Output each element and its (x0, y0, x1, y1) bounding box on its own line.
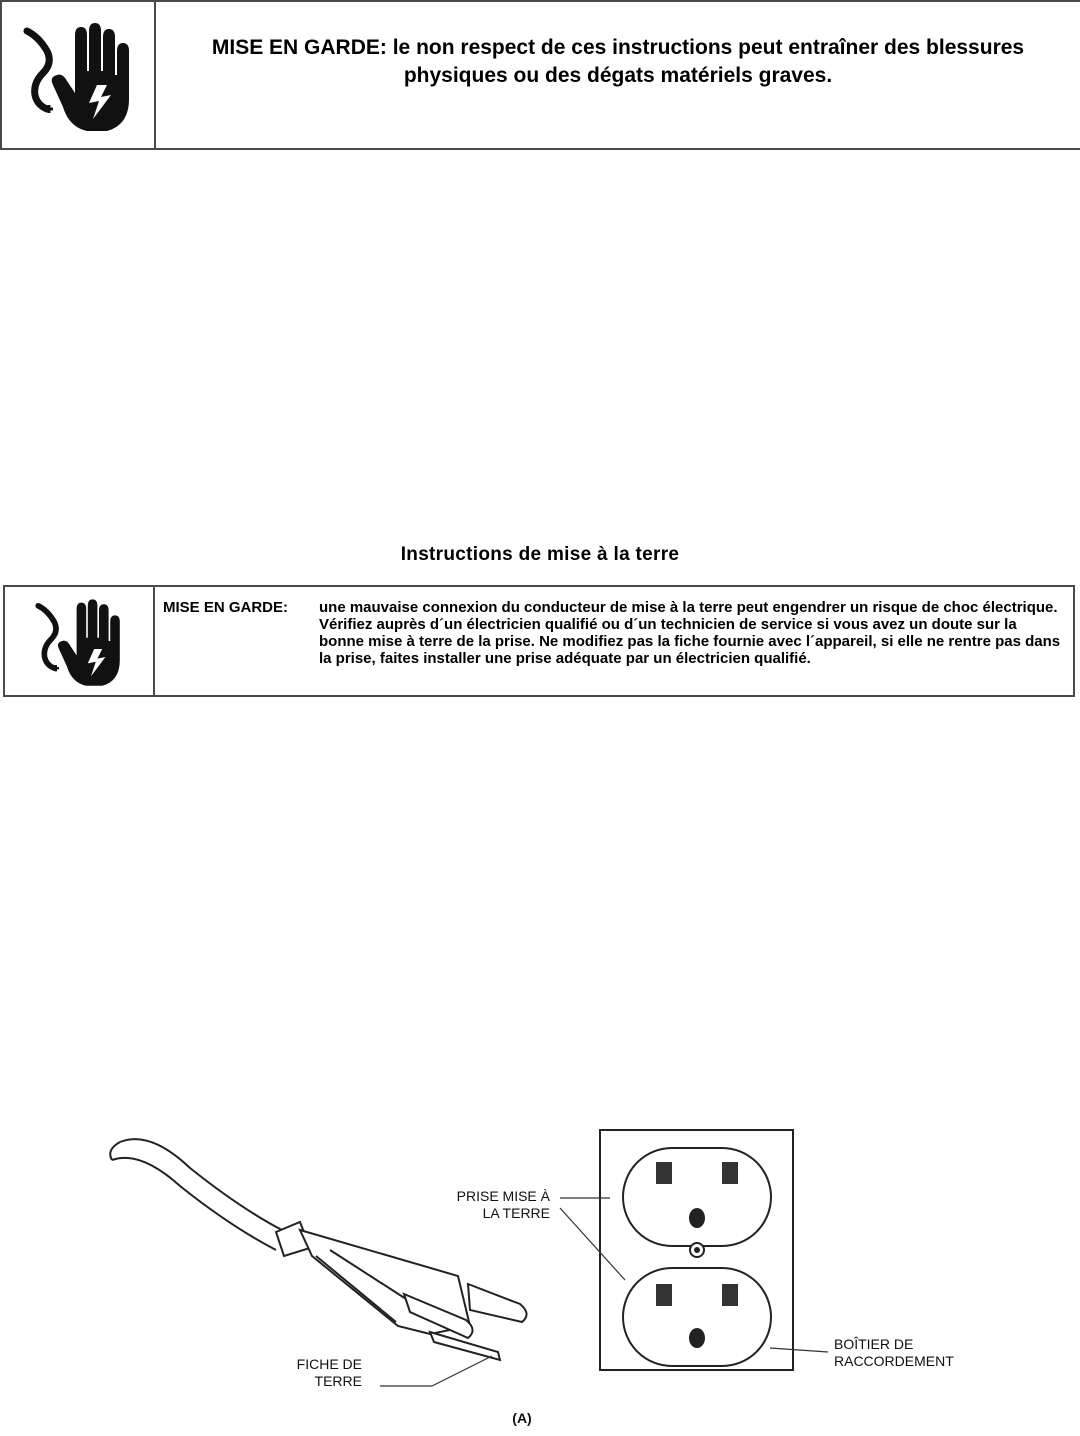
label-grounded-outlet-line2: LA TERRE (482, 1205, 550, 1221)
warning-label: MISE EN GARDE: (211, 36, 387, 59)
label-junction-box-line2: RACCORDEMENT (834, 1353, 954, 1369)
warning-box-grounding (3, 585, 1075, 697)
warning-text (156, 34, 1080, 90)
figure-caption: (A) (512, 1410, 532, 1426)
warning-label: MISE EN GARDE: (163, 599, 289, 616)
label-junction-box-line1: BOÎTIER DE (834, 1336, 914, 1352)
warning-box-top (0, 0, 1080, 150)
grounded-plug (276, 1222, 527, 1360)
warning-icon-cell (5, 587, 155, 695)
grounding-diagram (0, 1090, 1080, 1436)
label-ground-plug-line2: TERRE (314, 1373, 362, 1389)
electric-shock-hand-icon (23, 15, 133, 135)
electric-shock-hand-icon (29, 593, 129, 689)
label-grounded-outlet-line1: PRISE MISE À (456, 1188, 550, 1204)
warning-message: le non respect de ces instructions peut entraîner des blessures physiques ou des dégats matériels graves. (386, 36, 1025, 87)
power-cord (110, 1139, 282, 1250)
warning-icon-cell (2, 2, 156, 148)
section-title: Instructions de mise à la terre (400, 544, 680, 565)
warning-message: une mauvaise connexion du conducteur de mise à la terre peut engendrer un risque de choc électrique. Vérifiez auprès d´un électricien qualifié ou d´un technicien de service si vous avez un doute sur la bonne mise à terre de la prise. Ne modifiez pas la fiche fournie avec l´appareil, si elle ne rentre pas dans la prise, faites installer une prise adéquate par un électricien qualifié. (319, 599, 1061, 667)
junction-box (600, 1130, 793, 1370)
label-ground-plug-line1: FICHE DE (296, 1356, 362, 1372)
